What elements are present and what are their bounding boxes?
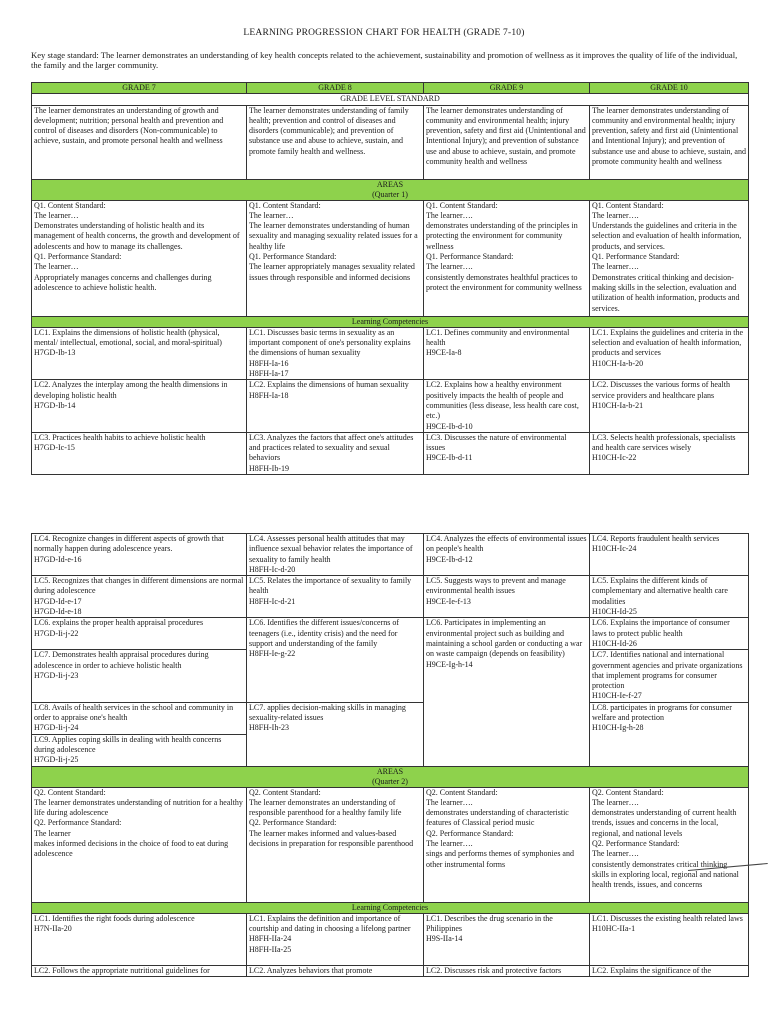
grade-level-standard-label: GRADE LEVEL STANDARD bbox=[32, 94, 749, 105]
lc1-grade-8: LC1. Discusses basic terms in sexuality as an important component of one's personality explains the dimensions of human sexuality H8FH-Ia-16 H8FH-Ia-17 bbox=[247, 327, 424, 379]
table-row bbox=[32, 327, 749, 379]
q2-standard-grade-7: Q2. Content Standard: The learner demonstrates understanding of nutrition for a healthy life during adolescence Q2. Performance Standard: The learner makes informed decisions in the choice of food to eat during adolescence bbox=[32, 787, 247, 902]
learning-competencies-label: Learning Competencies bbox=[32, 316, 749, 327]
lc3-grade-8: LC3. Analyzes the factors that affect one's attitudes and practices related to sexuality and sexual behaviors H8FH-Ib-19 bbox=[247, 432, 424, 474]
grade-level-standard-row bbox=[32, 105, 749, 179]
grade-7-header: GRADE 7 bbox=[32, 83, 247, 94]
gls-grade-7: The learner demonstrates an understanding of growth and development; nutrition; personal health and prevention and control of diseases and disorders (Non-communicable) to achieve, sustain, and promote personal health and wellness bbox=[32, 105, 247, 179]
q2-lc2-grade-8: LC2. Analyzes behaviors that promote bbox=[247, 965, 424, 976]
lc3-grade-9: LC3. Discusses the nature of environmental issues H9CE-Ib-d-11 bbox=[424, 432, 590, 474]
q2-lc1-grade-10: LC1. Discusses the existing health related laws H10HC-IIa-1 bbox=[590, 913, 749, 965]
lc2-grade-7: LC2. Analyzes the interplay among the health dimensions in developing holistic health H7GD-Ib-14 bbox=[32, 380, 247, 432]
lc4-grade-7: LC4. Recognize changes in different aspects of growth that normally happen during adolescence years. H7GD-Id-e-16 bbox=[32, 534, 247, 576]
q1-standard-grade-8: Q1. Content Standard: The learner… The learner demonstrates understanding of human sexuality and managing sexuality related issues for a healthy life Q1. Performance Standard: The learner appropriately manages sexuality related issues through responsible and informed decisions bbox=[247, 200, 424, 316]
lc1-grade-7: LC1. Explains the dimensions of holistic health (physical, mental/ intellectual, emotional, social, and moral-spiritual) H7GD-Ib-13 bbox=[32, 327, 247, 379]
table-row bbox=[32, 534, 749, 576]
q2-standards-row bbox=[32, 787, 749, 902]
q2-standard-grade-8: Q2. Content Standard: The learner demonstrates an understanding of responsible parenthood for a healthy family life Q2. Performance Standard: The learner makes informed and values-based decisions in preparation for responsible parenthood bbox=[247, 787, 424, 902]
q1-standard-grade-10: Q1. Content Standard: The learner…. Understands the guidelines and criteria in the selection and evaluation of health information, products, and services. Q1. Performance Standard: The learner…. Demonstrates critical thinking and decision-making skills in the selection, evaluation and utilization of health information, products and services. bbox=[590, 200, 749, 316]
lc1-grade-9: LC1. Defines community and environmental health H9CE-Ia-8 bbox=[424, 327, 590, 379]
q2-lc1-grade-8: LC1. Explains the definition and importance of courtship and dating in choosing a lifelong partner H8FH-IIa-24 H8FH-IIa-25 bbox=[247, 913, 424, 965]
grade-10-header: GRADE 10 bbox=[590, 83, 749, 94]
key-stage-standard: Key stage standard: The learner demonstrates an understanding of key health concepts related to the achievement, sustainability and promotion of wellness as it improves the quality of life of the individual, the family and the larger community. bbox=[31, 50, 738, 71]
lc9-grade-7: LC9. Applies coping skills in dealing with health concerns during adolescence H7GD-Ii-j-25 bbox=[32, 734, 247, 766]
q1-standard-grade-9: Q1. Content Standard: The learner…. demonstrates understanding of the principles in protecting the environment for community wellness Q1. Performance Standard: The learner…. consistently demonstrates healthful practices to protect the environment for community wellness bbox=[424, 200, 590, 316]
lc8-grade-10: LC8. participates in programs for consumer welfare and protection H10CH-Ig-h-28 bbox=[590, 702, 749, 766]
gls-grade-10: The learner demonstrates understanding of community and environmental health; injury prevention, safety and first aid (Unintentional and Intentional Injury); and prevention of substance use and abuse to achieve, sustain, and promote community health and wellness bbox=[590, 105, 749, 179]
q2-lc2-grade-7: LC2. Follows the appropriate nutritional guidelines for bbox=[32, 965, 247, 976]
lc4-grade-8: LC4. Assesses personal health attitudes that may influence sexual behavior relates the importance of sexuality to family health H8FH-Ic-d-20 bbox=[247, 534, 424, 576]
table-row bbox=[32, 576, 749, 618]
q2-standard-grade-9: Q2. Content Standard: The learner…. demonstrates understanding of characteristic features of Classical period music Q2. Performance Standard: The learner…. sings and performs themes of symphonies and other instrumental forms bbox=[424, 787, 590, 902]
lc4-grade-9: LC4. Analyzes the effects of environmental issues on people's health H9CE-Ib-d-12 bbox=[424, 534, 590, 576]
table-row bbox=[32, 913, 749, 965]
lc6-grade-7: LC6. explains the proper health appraisal procedures H7GD-Ii-j-22 bbox=[32, 618, 247, 650]
q2-lc1-grade-7: LC1. Identifies the right foods during adolescence H7N-IIa-20 bbox=[32, 913, 247, 965]
q2-lc2-grade-9: LC2. Discusses risk and protective factors bbox=[424, 965, 590, 976]
document-title: LEARNING PROGRESSION CHART FOR HEALTH (GRADE 7-10) bbox=[243, 28, 525, 38]
lc3-grade-10: LC3. Selects health professionals, specialists and health care services wisely H10CH-Ic-22 bbox=[590, 432, 749, 474]
table-row bbox=[32, 618, 749, 650]
lc5-grade-10: LC5. Explains the different kinds of complementary and alternative health care modalities H10CH-Id-25 bbox=[590, 576, 749, 618]
lc5-grade-7: LC5. Recognizes that changes in different dimensions are normal during adolescence H7GD-Id-e-17 H7GD-Id-e-18 bbox=[32, 576, 247, 618]
lc6-grade-8: LC6. Identifies the different issues/concerns of teenagers (i.e., identity crisis) and the need for support and understanding of the family H8FH-Ie-g-22 bbox=[247, 618, 424, 702]
gls-grade-9: The learner demonstrates understanding of community and environmental health; injury prevention, safety and first aid (Unintentional and Intentional Injury); and prevention of substance use and abuse to achieve, sustain, and promote community health and wellness bbox=[424, 105, 590, 179]
lc2-grade-9: LC2. Explains how a healthy environment positively impacts the health of people and communities (less disease, less health care cost, etc.) H9CE-Ib-d-10 bbox=[424, 380, 590, 432]
lc4-grade-10: LC4. Reports fraudulent health services H10CH-Ic-24 bbox=[590, 534, 749, 576]
learning-competencies-label: Learning Competencies bbox=[32, 902, 749, 913]
areas-quarter-2-label: AREAS (Quarter 2) bbox=[32, 766, 749, 787]
lc7-grade-8: LC7. applies decision-making skills in managing sexuality-related issues H8FH-Ih-23 bbox=[247, 702, 424, 766]
table-row bbox=[32, 965, 749, 976]
q2-lc1-grade-9: LC1. Describes the drug scenario in the Philippines H9S-IIa-14 bbox=[424, 913, 590, 965]
areas-quarter-1-label: AREAS (Quarter 1) bbox=[32, 179, 749, 200]
lc2-grade-8: LC2. Explains the dimensions of human sexuality H8FH-Ia-18 bbox=[247, 380, 424, 432]
progression-table-part-1 bbox=[31, 82, 749, 475]
lc3-grade-7: LC3. Practices health habits to achieve holistic health H7GD-Ic-15 bbox=[32, 432, 247, 474]
table-row bbox=[32, 702, 749, 734]
lc5-grade-8: LC5. Relates the importance of sexuality to family health H8FH-Ic-d-21 bbox=[247, 576, 424, 618]
grade-8-header: GRADE 8 bbox=[247, 83, 424, 94]
lc8-grade-7: LC8. Avails of health services in the school and community in order to appraise one's health H7GD-Ii-j-24 bbox=[32, 702, 247, 734]
q1-standards-row bbox=[32, 200, 749, 316]
lc2-grade-10: LC2. Discusses the various forms of health service providers and healthcare plans H10CH-Ia-b-21 bbox=[590, 380, 749, 432]
lc6-grade-9: LC6. Participates in implementing an environmental project such as building and maintaining a school garden or conducting a war on waste campaign (depends on feasibility) H9CE-Ig-h-14 bbox=[424, 618, 590, 766]
lc1-grade-10: LC1. Explains the guidelines and criteria in the selection and evaluation of health information, products and services H10CH-Ia-b-20 bbox=[590, 327, 749, 379]
table-row bbox=[32, 380, 749, 432]
q1-standard-grade-7: Q1. Content Standard: The learner… Demonstrates understanding of holistic health and its management of health concerns, the growth and development of adolescents and how to manage its challenges. Q1. Performance Standard: The learner… Appropriately manages concerns and challenges during adolescence to achieve holistic health. bbox=[32, 200, 247, 316]
progression-table-part-2 bbox=[31, 533, 749, 977]
lc7-grade-7: LC7. Demonstrates health appraisal procedures during adolescence in order to achieve holistic health H7GD-Ii-j-23 bbox=[32, 650, 247, 702]
grade-9-header: GRADE 9 bbox=[424, 83, 590, 94]
lc6-grade-10: LC6. Explains the importance of consumer laws to protect public health H10CH-Id-26 bbox=[590, 618, 749, 650]
q2-standard-grade-10: Q2. Content Standard: The learner…. demonstrates understanding of current health trends, issues and concerns in the local, regional, and national levels Q2. Performance Standard: The learner…. consistently demonstrates critical thinking skills in exploring local, regional and national health trends, issues, and concerns bbox=[590, 787, 749, 902]
lc7-grade-10: LC7. Identifies national and international government agencies and private organizations that implement programs for consumer protection H10CH-Ie-f-27 bbox=[590, 650, 749, 702]
grade-header-row bbox=[32, 83, 749, 94]
lc5-grade-9: LC5. Suggests ways to prevent and manage environmental health issues H9CE-Ie-f-13 bbox=[424, 576, 590, 618]
q2-lc2-grade-10: LC2. Explains the significance of the bbox=[590, 965, 749, 976]
table-row bbox=[32, 432, 749, 474]
gls-grade-8: The learner demonstrates understanding of family health; prevention and control of diseases and disorders (communicable); and prevention of substance use and abuse to achieve, sustain, and promote family health and wellness. bbox=[247, 105, 424, 179]
